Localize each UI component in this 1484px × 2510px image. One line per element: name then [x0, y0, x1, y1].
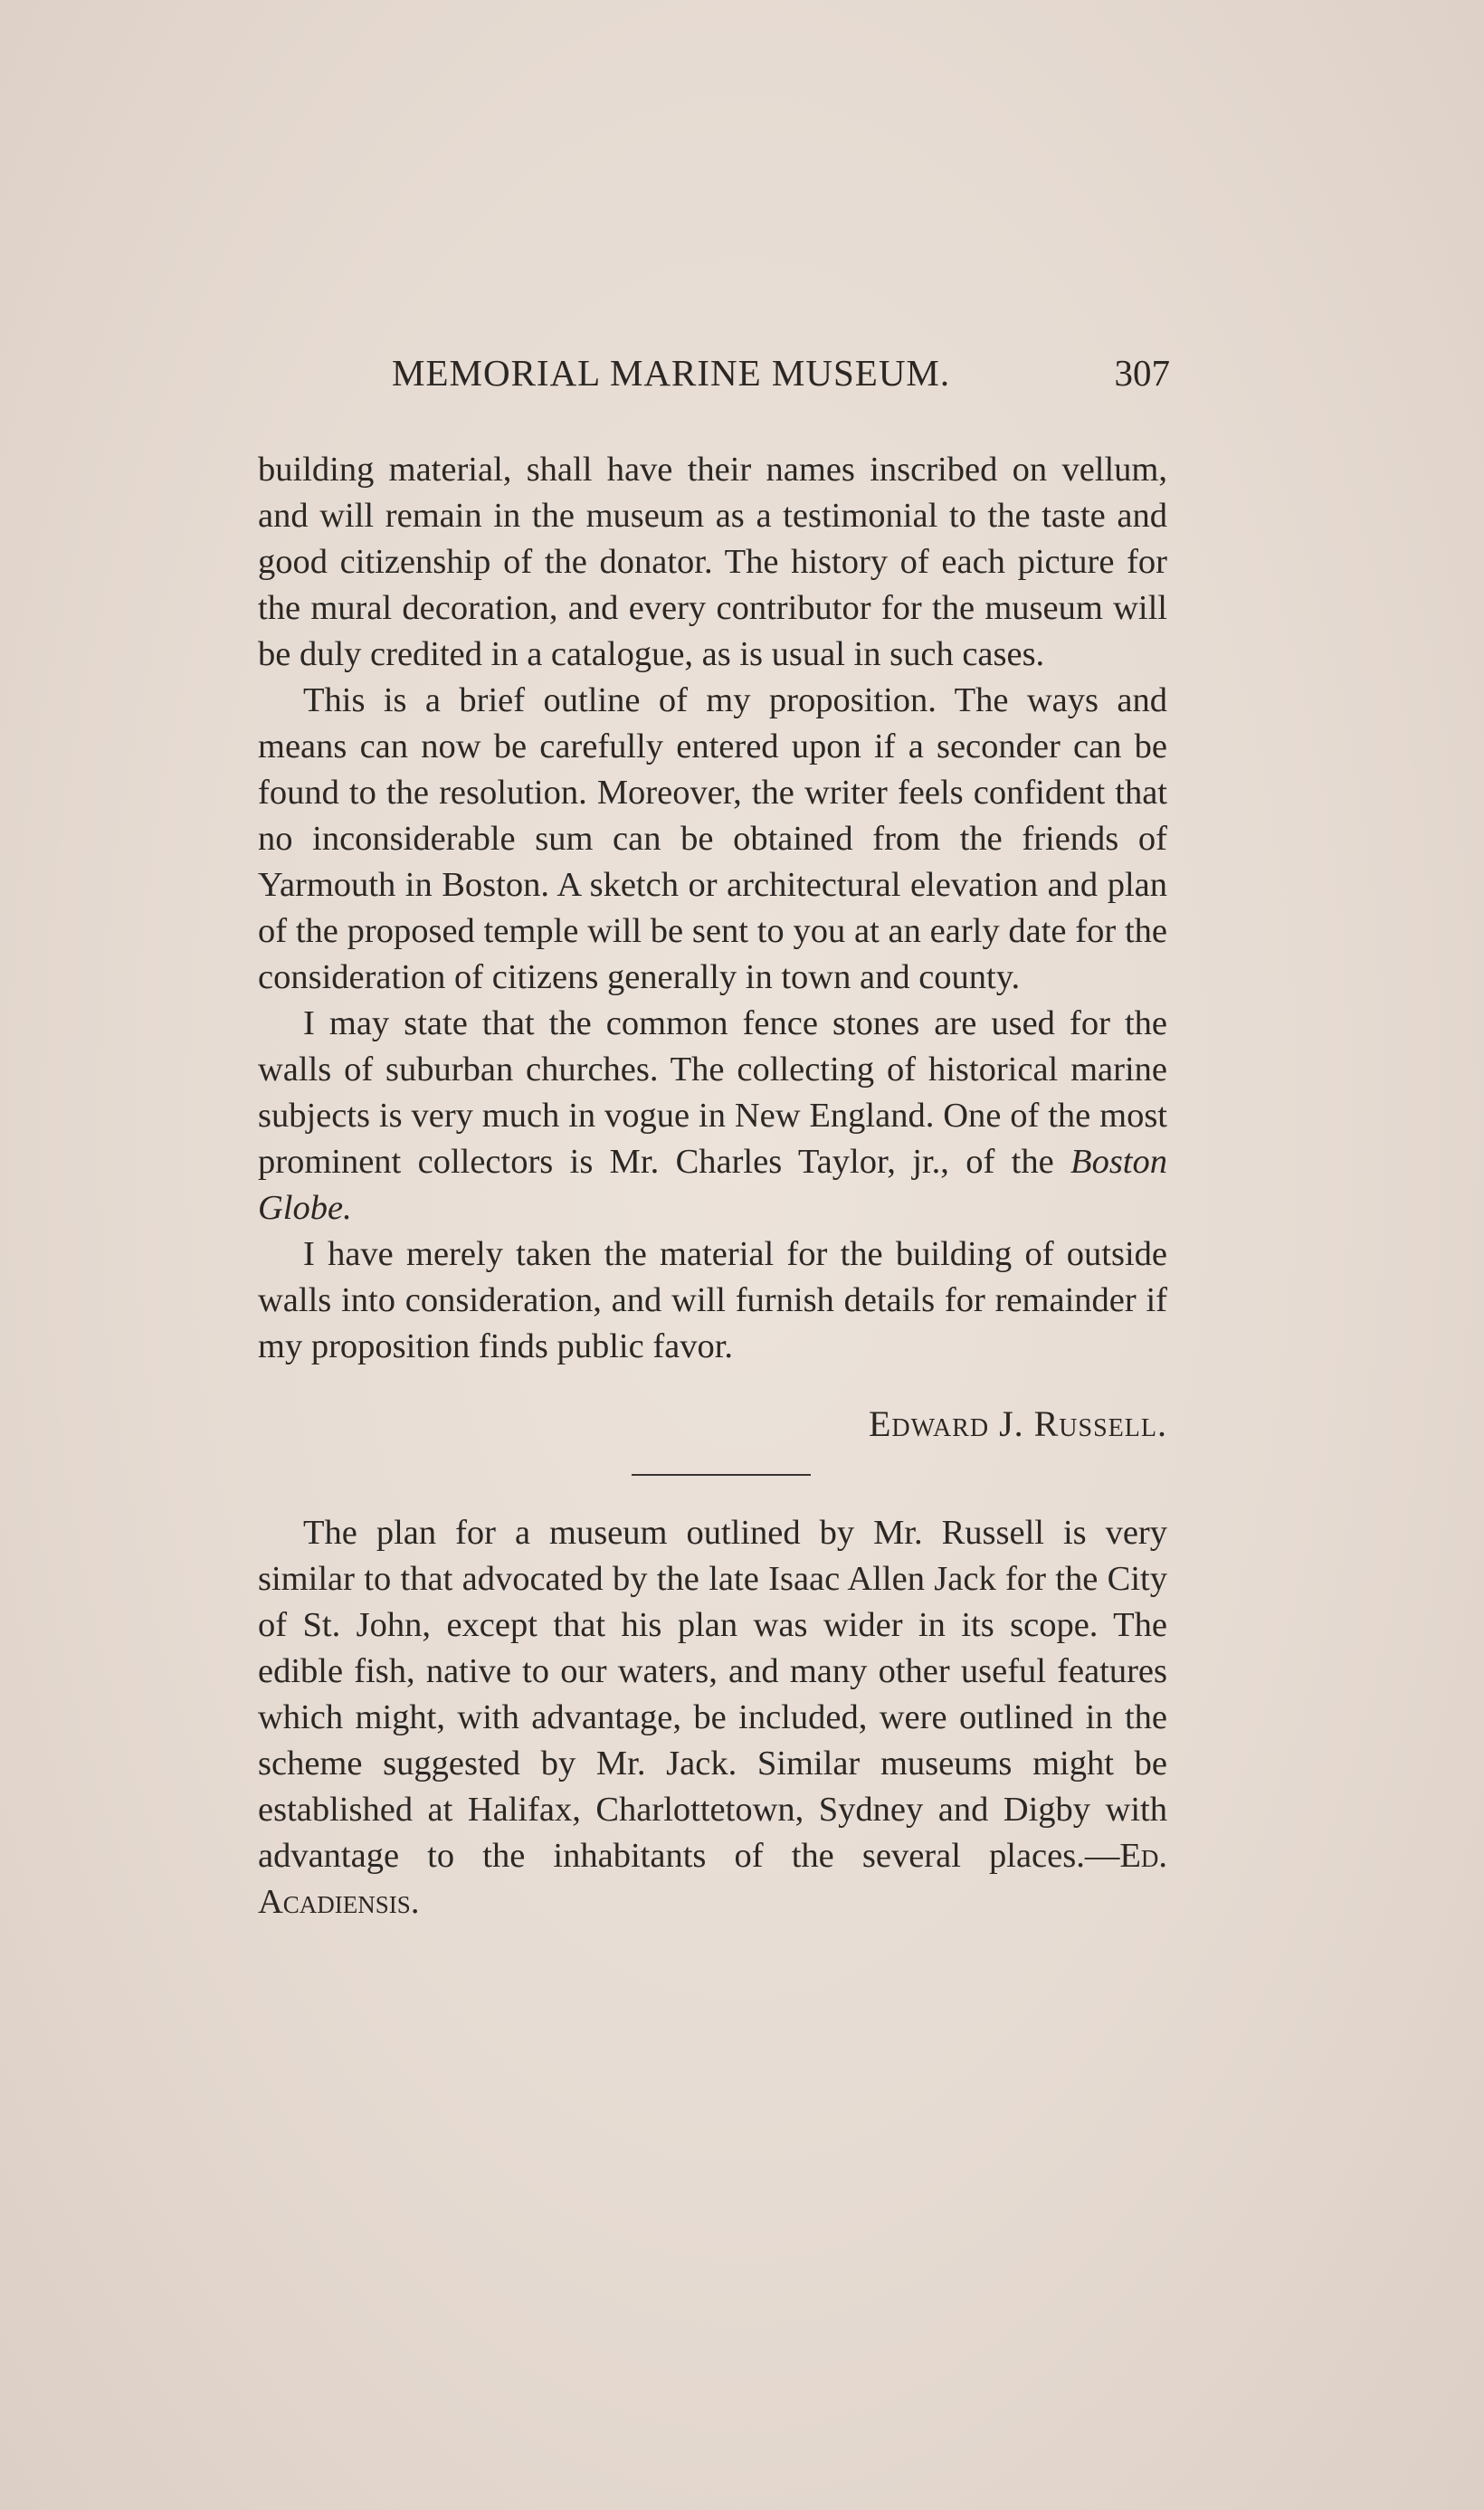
newspaper-title: Boston Globe.	[258, 1143, 1167, 1227]
paragraph-3-text: I may state that the common fence stones are used for the walls of suburban churches. The collecting of historical marine subjects is very much in vogue in New England. One of the most prominent collectors is Mr. Charles Taylor, jr., of the	[258, 1004, 1167, 1181]
paragraph-4: I have merely taken the material for the building of outside walls into consideration, and will furnish details for remainder if my proposition finds public favor.	[258, 1235, 1167, 1365]
editor-attribution: Ed. Acadiensis.	[258, 1837, 1167, 1921]
running-head	[392, 351, 1170, 405]
body-text	[258, 447, 1167, 1925]
page-number: 307	[1114, 352, 1170, 394]
section-divider	[632, 1474, 811, 1476]
editor-note-text: The plan for a museum outlined by Mr. Russell is very similar to that advocated by the late Isaac Allen Jack for the City of St. John, except that his plan was wider in its scope. The edible fish, native to our waters, and many other useful features which might, with advantage, be included, were outlined in the scheme suggested by Mr. Jack. Similar museums might be established at Halifax, Charlottetown, Sydney and Digby with advantage to the inhabitants of the several places.—	[258, 1514, 1167, 1875]
running-title: MEMORIAL MARINE MUSEUM.	[392, 352, 951, 394]
editor-note	[258, 1510, 1167, 1925]
paragraph-2: This is a brief outline of my proposition. The ways and means can now be carefully entered upon if a seconder can be found to the resolution. Moreover, the writer feels confident that no inconsiderable sum can be obtained from the friends of Yarmouth in Boston. A sketch or architectural elevation and plan of the proposed temple will be sent to you at an early date for the consideration of citizens generally in town and county.	[258, 681, 1167, 996]
paragraph-1: building material, shall have their names inscribed on vellum, and will remain in the museum as a testimonial to the taste and good citizenship of the donator. The history of each picture for the mural decoration, and every contributor for the museum will be duly credited in a catalogue, as is usual in such cases.	[258, 451, 1167, 673]
author-signature: Edward J. Russell.	[868, 1403, 1167, 1444]
paragraph-3	[258, 1001, 1167, 1231]
